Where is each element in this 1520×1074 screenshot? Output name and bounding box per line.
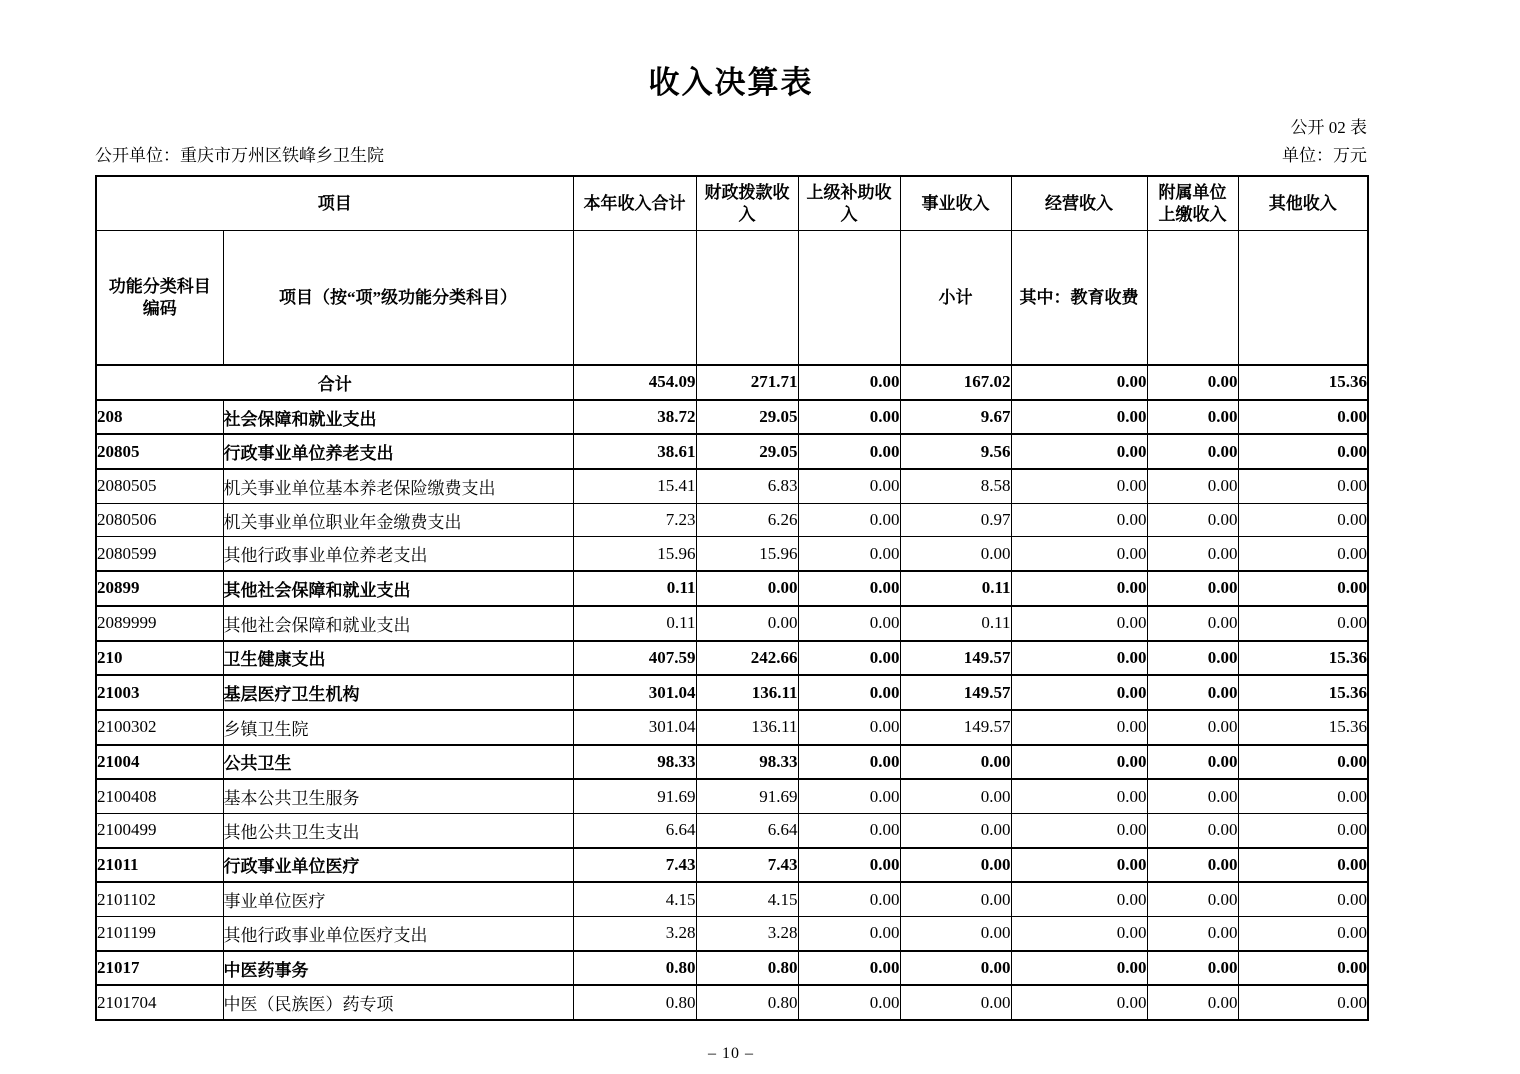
row-value: 0.11 (900, 606, 1011, 641)
row-value: 0.00 (696, 606, 798, 641)
row-value: 4.15 (573, 882, 696, 916)
row-function-code: 2101704 (96, 985, 223, 1020)
row-value: 0.00 (1147, 469, 1238, 503)
row-value: 0.00 (1147, 779, 1238, 813)
row-value: 0.00 (1011, 469, 1147, 503)
row-value: 15.36 (1238, 710, 1368, 745)
row-value: 15.41 (573, 469, 696, 503)
row-value: 0.00 (1238, 400, 1368, 435)
row-item-name: 社会保障和就业支出 (223, 400, 573, 435)
row-function-code: 21017 (96, 951, 223, 986)
row-value: 6.64 (696, 813, 798, 847)
row-value: 0.00 (900, 813, 1011, 847)
row-function-code: 21003 (96, 675, 223, 710)
row-value: 0.00 (1011, 434, 1147, 469)
row-value: 0.00 (1238, 779, 1368, 813)
row-value: 0.00 (798, 400, 900, 435)
row-value: 0.00 (1011, 365, 1147, 400)
header-total-income: 本年收入合计 (573, 176, 696, 231)
row-value: 0.00 (1238, 606, 1368, 641)
row-value: 0.00 (1238, 434, 1368, 469)
table-row (96, 606, 1368, 641)
row-item-name: 其他行政事业单位医疗支出 (223, 917, 573, 951)
row-value: 91.69 (696, 779, 798, 813)
table-row (96, 469, 1368, 503)
row-item-name: 基本公共卫生服务 (223, 779, 573, 813)
row-item-name: 其他公共卫生支出 (223, 813, 573, 847)
row-value: 15.36 (1238, 641, 1368, 676)
table-row (96, 571, 1368, 606)
row-value: 0.00 (798, 537, 900, 571)
row-value: 149.57 (900, 641, 1011, 676)
row-value: 0.00 (798, 469, 900, 503)
row-value: 0.00 (798, 503, 900, 537)
row-item-name: 乡镇卫生院 (223, 710, 573, 745)
row-value: 0.00 (900, 985, 1011, 1020)
row-function-code: 2100408 (96, 779, 223, 813)
row-item-name: 事业单位医疗 (223, 882, 573, 916)
header-empty-cell (1147, 231, 1238, 366)
header-row-2 (96, 231, 1368, 366)
row-value: 0.00 (1011, 641, 1147, 676)
row-value: 7.43 (696, 848, 798, 883)
table-row (96, 985, 1368, 1020)
row-value: 7.43 (573, 848, 696, 883)
row-value: 0.00 (1238, 537, 1368, 571)
row-value: 0.00 (1238, 848, 1368, 883)
row-value: 0.00 (1011, 503, 1147, 537)
row-value: 0.00 (1011, 813, 1147, 847)
row-value: 0.00 (1147, 848, 1238, 883)
row-value: 0.00 (798, 779, 900, 813)
row-item-name: 机关事业单位职业年金缴费支出 (223, 503, 573, 537)
row-value: 167.02 (900, 365, 1011, 400)
row-value: 0.00 (798, 985, 900, 1020)
row-value: 0.00 (1238, 917, 1368, 951)
row-value: 0.80 (573, 985, 696, 1020)
header-item-by-level: 项目（按“项”级功能分类科目） (223, 231, 573, 366)
page-title: 收入决算表 (648, 65, 814, 100)
row-value: 7.23 (573, 503, 696, 537)
publish-unit-label: 公开单位：重庆市万州区铁峰乡卫生院 (95, 146, 384, 165)
row-value: 0.00 (1238, 571, 1368, 606)
row-value: 0.00 (1147, 641, 1238, 676)
row-value: 0.00 (798, 365, 900, 400)
row-value: 0.00 (900, 779, 1011, 813)
row-value: 0.00 (1147, 917, 1238, 951)
row-value: 242.66 (696, 641, 798, 676)
row-value: 0.00 (798, 917, 900, 951)
row-value: 0.00 (1011, 917, 1147, 951)
header-other-income: 其他收入 (1238, 176, 1368, 231)
row-value: 0.00 (798, 434, 900, 469)
row-value: 0.00 (798, 848, 900, 883)
row-value: 6.26 (696, 503, 798, 537)
row-value: 0.00 (1147, 606, 1238, 641)
row-value: 0.97 (900, 503, 1011, 537)
table-row (96, 400, 1368, 435)
row-value: 9.56 (900, 434, 1011, 469)
row-value: 0.00 (798, 951, 900, 986)
row-value: 38.61 (573, 434, 696, 469)
row-function-code: 210 (96, 641, 223, 676)
row-function-code: 2100499 (96, 813, 223, 847)
currency-unit-label: 单位：万元 (1282, 146, 1367, 165)
row-value: 8.58 (900, 469, 1011, 503)
row-value: 98.33 (696, 745, 798, 780)
row-value: 0.00 (798, 745, 900, 780)
page-number: – 10 – (708, 1045, 754, 1063)
row-value: 0.00 (1147, 882, 1238, 916)
header-affiliated-unit-income: 附属单位上缴收入 (1147, 176, 1238, 231)
header-empty-cell (1238, 231, 1368, 366)
header-operating-income: 经营收入 (1011, 176, 1147, 231)
row-value: 0.00 (798, 641, 900, 676)
row-value: 0.00 (1011, 882, 1147, 916)
row-value: 0.00 (1011, 745, 1147, 780)
row-value: 15.96 (696, 537, 798, 571)
row-value: 301.04 (573, 675, 696, 710)
row-value: 0.00 (798, 710, 900, 745)
table-row (96, 779, 1368, 813)
row-value: 271.71 (696, 365, 798, 400)
row-function-code: 2080506 (96, 503, 223, 537)
table-row (96, 503, 1368, 537)
row-item-name: 其他社会保障和就业支出 (223, 606, 573, 641)
header-empty-cell (798, 231, 900, 366)
row-value: 4.15 (696, 882, 798, 916)
row-function-code: 20899 (96, 571, 223, 606)
row-value: 15.36 (1238, 365, 1368, 400)
row-value: 0.00 (1238, 985, 1368, 1020)
header-business-income: 事业收入 (900, 176, 1011, 231)
row-item-name: 其他行政事业单位养老支出 (223, 537, 573, 571)
row-value: 91.69 (573, 779, 696, 813)
row-value: 0.00 (1147, 503, 1238, 537)
row-value: 0.80 (696, 985, 798, 1020)
row-value: 0.00 (1147, 365, 1238, 400)
row-value: 0.00 (1011, 675, 1147, 710)
row-value: 29.05 (696, 400, 798, 435)
table-row (96, 675, 1368, 710)
row-value: 0.00 (1147, 813, 1238, 847)
row-value: 0.00 (1147, 675, 1238, 710)
table-row (96, 537, 1368, 571)
row-function-code: 2101199 (96, 917, 223, 951)
row-item-name: 中医（民族医）药专项 (223, 985, 573, 1020)
row-value: 0.00 (798, 675, 900, 710)
table-row (96, 710, 1368, 745)
row-item-name: 基层医疗卫生机构 (223, 675, 573, 710)
row-value: 0.11 (900, 571, 1011, 606)
row-value: 0.00 (798, 571, 900, 606)
row-value: 0.00 (798, 882, 900, 916)
row-function-code: 2089999 (96, 606, 223, 641)
row-value: 0.00 (1011, 848, 1147, 883)
table-row (96, 745, 1368, 780)
row-value: 0.00 (1147, 745, 1238, 780)
row-value: 301.04 (573, 710, 696, 745)
row-value: 15.96 (573, 537, 696, 571)
row-value: 0.11 (573, 606, 696, 641)
row-item-name: 机关事业单位基本养老保险缴费支出 (223, 469, 573, 503)
table-row (96, 917, 1368, 951)
row-item-name: 其他社会保障和就业支出 (223, 571, 573, 606)
row-value: 0.00 (1011, 537, 1147, 571)
row-value: 0.00 (1011, 571, 1147, 606)
row-value: 38.72 (573, 400, 696, 435)
row-value: 0.00 (1011, 606, 1147, 641)
row-value: 15.36 (1238, 675, 1368, 710)
row-value: 98.33 (573, 745, 696, 780)
row-value: 0.00 (1238, 745, 1368, 780)
row-value: 0.00 (1147, 537, 1238, 571)
row-value: 0.00 (1011, 710, 1147, 745)
row-value: 9.67 (900, 400, 1011, 435)
row-value: 149.57 (900, 710, 1011, 745)
row-value: 29.05 (696, 434, 798, 469)
row-value: 0.00 (1011, 779, 1147, 813)
row-item-name: 公共卫生 (223, 745, 573, 780)
row-value: 0.00 (1011, 985, 1147, 1020)
row-function-code: 21004 (96, 745, 223, 780)
row-value: 6.64 (573, 813, 696, 847)
row-item-name: 卫生健康支出 (223, 641, 573, 676)
row-function-code: 21011 (96, 848, 223, 883)
row-value: 0.00 (696, 571, 798, 606)
header-subtotal: 小计 (900, 231, 1011, 366)
header-row-1 (96, 176, 1368, 231)
header-empty-cell (573, 231, 696, 366)
table-row (96, 365, 1368, 400)
row-value: 3.28 (696, 917, 798, 951)
header-item-group: 项目 (96, 176, 573, 231)
table-row (96, 882, 1368, 916)
header-function-code: 功能分类科目编码 (96, 231, 223, 366)
row-item-name: 中医药事务 (223, 951, 573, 986)
row-value: 0.00 (900, 882, 1011, 916)
header-fiscal-appropriation-income: 财政拨款收入 (696, 176, 798, 231)
row-value: 0.00 (1147, 710, 1238, 745)
header-education-fee: 其中：教育收费 (1011, 231, 1147, 366)
row-value: 0.00 (1238, 503, 1368, 537)
row-label-total: 合计 (96, 365, 573, 400)
row-value: 6.83 (696, 469, 798, 503)
row-value: 0.00 (1238, 813, 1368, 847)
row-value: 454.09 (573, 365, 696, 400)
table-row (96, 848, 1368, 883)
row-value: 407.59 (573, 641, 696, 676)
row-value: 0.00 (1011, 400, 1147, 435)
row-value: 0.00 (1238, 469, 1368, 503)
table-row (96, 951, 1368, 986)
row-value: 0.00 (900, 951, 1011, 986)
row-value: 0.00 (1238, 951, 1368, 986)
row-value: 0.00 (1147, 400, 1238, 435)
row-value: 136.11 (696, 710, 798, 745)
row-value: 149.57 (900, 675, 1011, 710)
row-value: 0.11 (573, 571, 696, 606)
table-code-label: 公开 02 表 (1290, 118, 1367, 137)
row-value: 0.80 (696, 951, 798, 986)
row-value: 0.00 (798, 813, 900, 847)
row-value: 0.00 (1147, 434, 1238, 469)
table-row (96, 641, 1368, 676)
table-row (96, 813, 1368, 847)
row-value: 3.28 (573, 917, 696, 951)
row-value: 0.00 (1011, 951, 1147, 986)
row-value: 0.00 (900, 745, 1011, 780)
row-value: 0.00 (1238, 882, 1368, 916)
header-superior-subsidy-income: 上级补助收入 (798, 176, 900, 231)
row-value: 0.00 (1147, 571, 1238, 606)
row-function-code: 208 (96, 400, 223, 435)
row-function-code: 20805 (96, 434, 223, 469)
row-function-code: 2100302 (96, 710, 223, 745)
header-empty-cell (696, 231, 798, 366)
row-value: 136.11 (696, 675, 798, 710)
row-item-name: 行政事业单位养老支出 (223, 434, 573, 469)
revenue-final-accounts-table (95, 175, 1369, 1021)
row-value: 0.00 (900, 537, 1011, 571)
row-function-code: 2080505 (96, 469, 223, 503)
row-value: 0.00 (900, 848, 1011, 883)
row-function-code: 2101102 (96, 882, 223, 916)
row-value: 0.00 (900, 917, 1011, 951)
document-page (95, 0, 1367, 1063)
row-function-code: 2080599 (96, 537, 223, 571)
table-row (96, 434, 1368, 469)
row-value: 0.00 (1147, 985, 1238, 1020)
row-value: 0.00 (798, 606, 900, 641)
row-item-name: 行政事业单位医疗 (223, 848, 573, 883)
row-value: 0.80 (573, 951, 696, 986)
row-value: 0.00 (1147, 951, 1238, 986)
